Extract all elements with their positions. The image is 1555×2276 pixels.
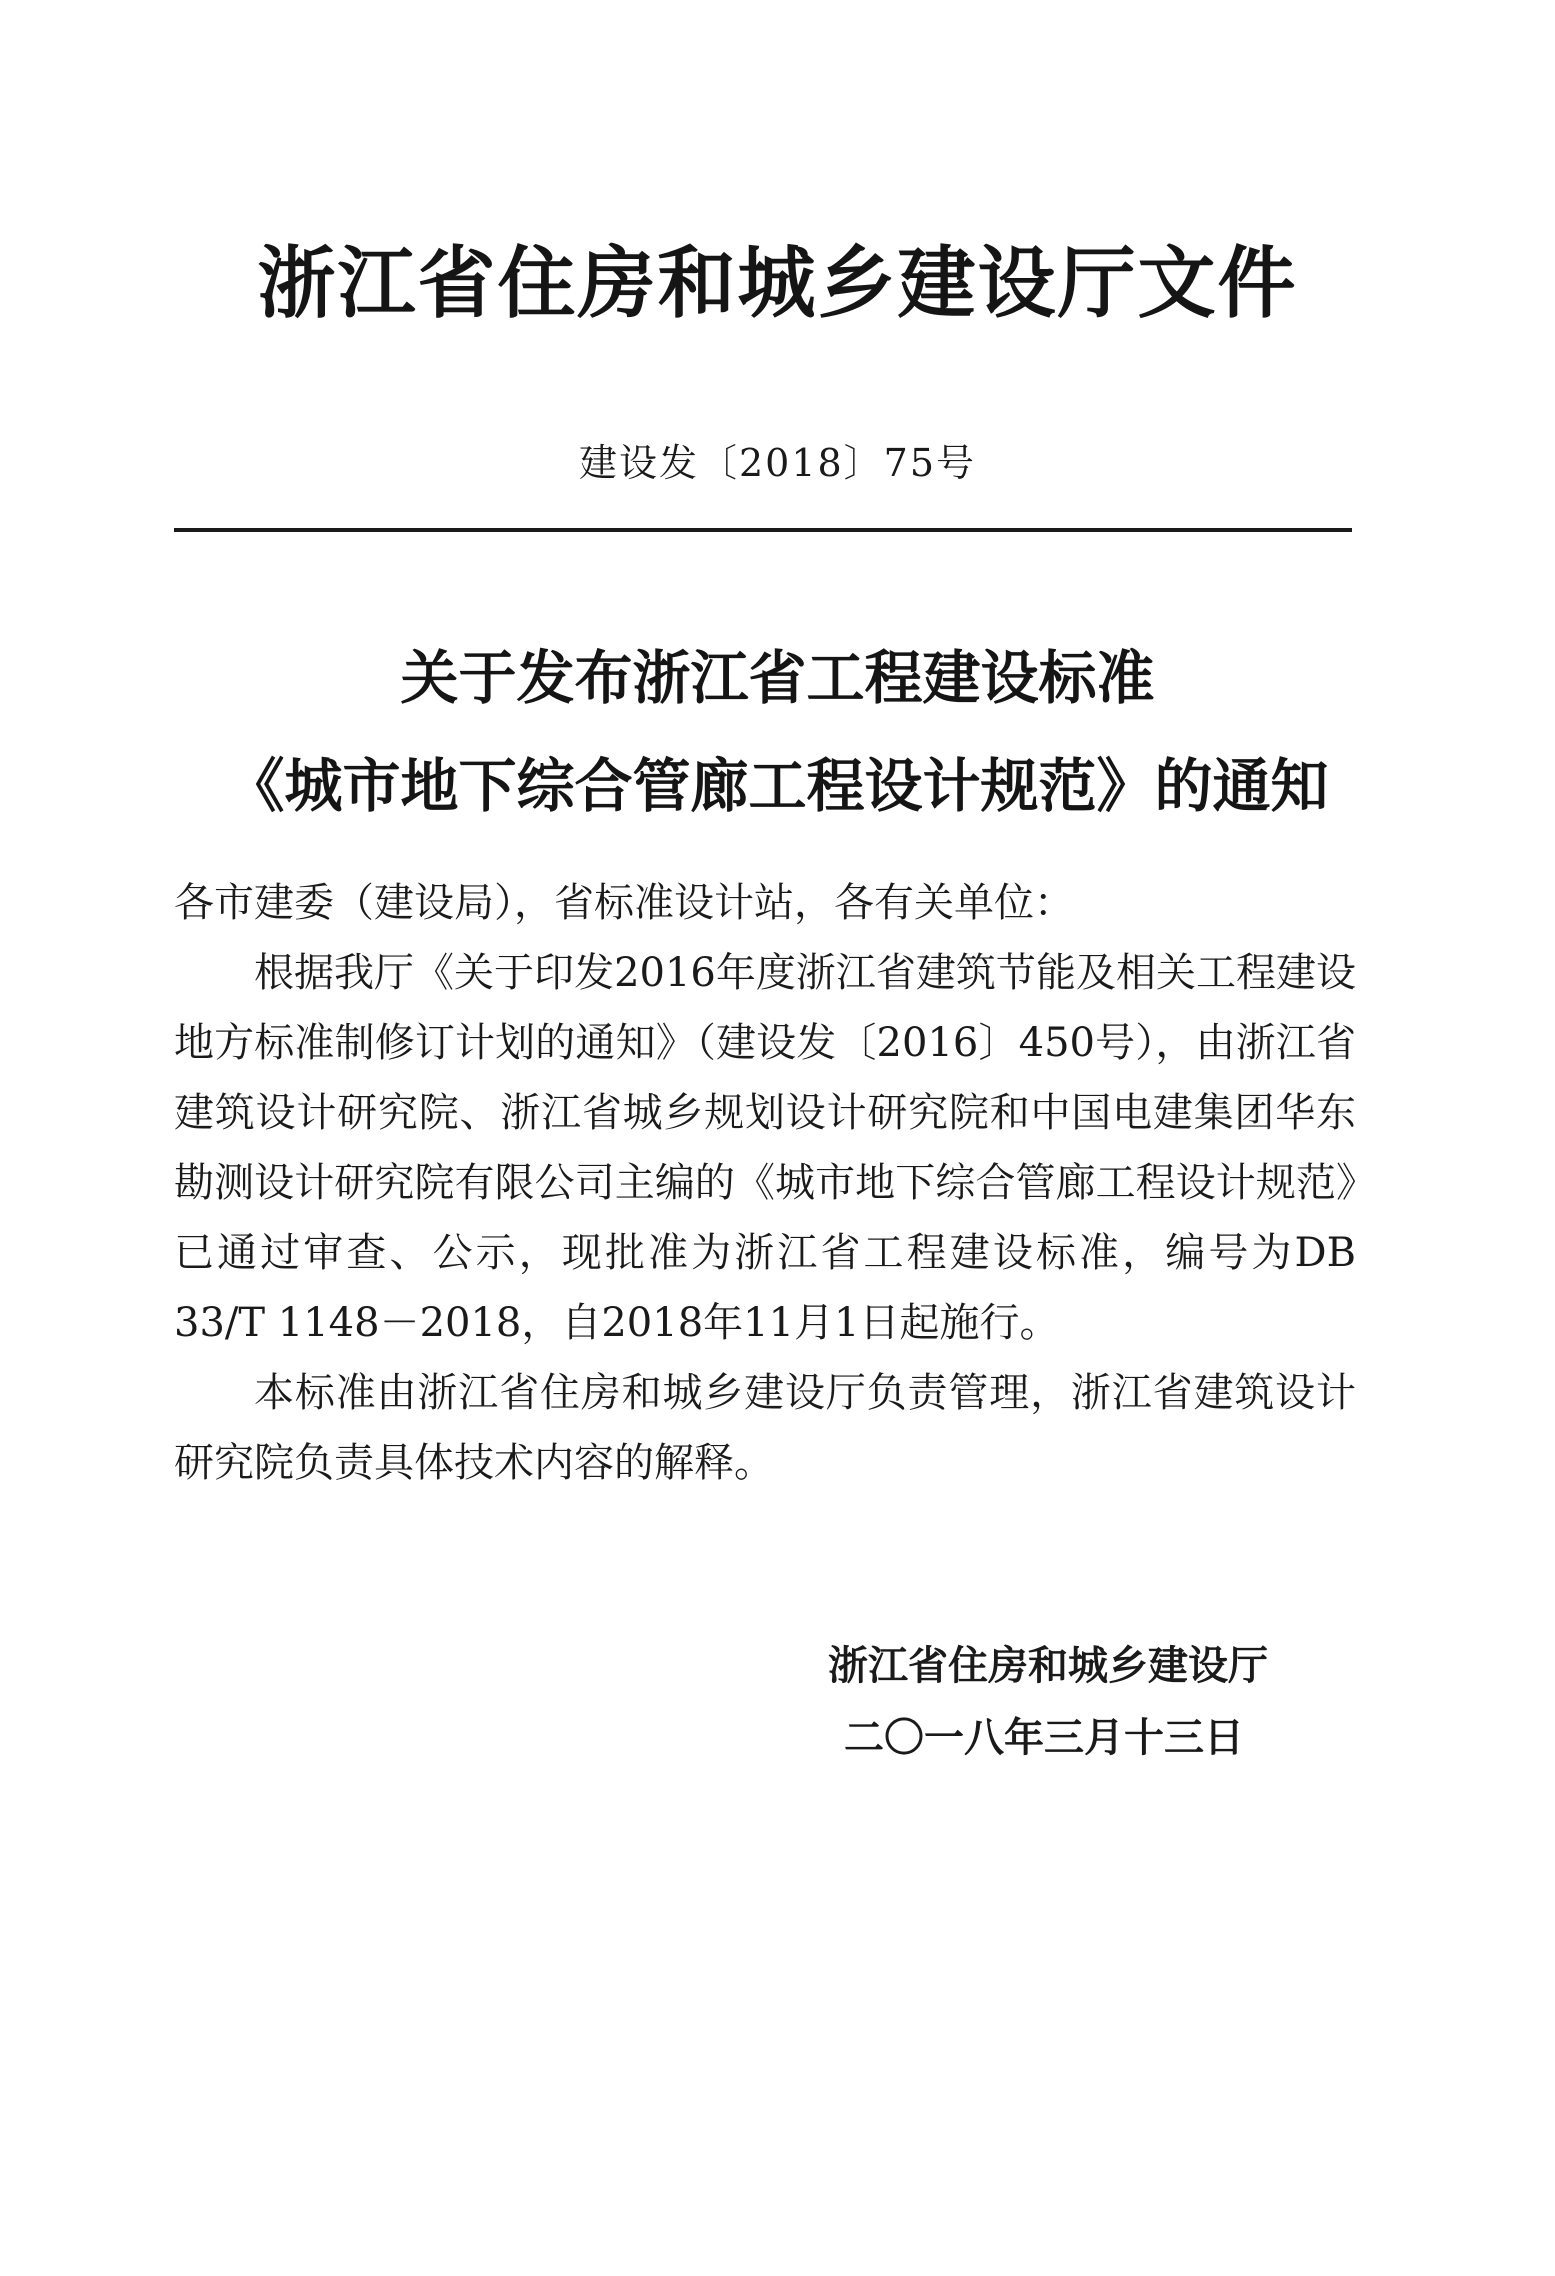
document-number: 建设发〔2018〕75号 [578, 441, 977, 485]
issue-date: 二〇一八年三月十三日 [844, 1715, 1244, 1761]
notice-title-line-2: 《城市地下综合管廊工程设计规范》的通知 [226, 752, 1329, 820]
signature-block [0, 1630, 1268, 1774]
header-divider [174, 528, 1352, 532]
body-paragraph-2: 本标准由浙江省住房和城乡建设厅负责管理，浙江省建筑设计研究院负责具体技术内容的解释。 [174, 1370, 1356, 1486]
notice-title [0, 624, 1555, 840]
body-paragraph-1: 根据我厅《关于印发2016年度浙江省建筑节能及相关工程建设地方标准制修订计划的通知》（建设发〔2016〕450号），由浙江省建筑设计研究院、浙江省城乡规划设计研究院和中国电建集团华东勘测设计研究院有限公司主编的《城市地下综合管廊工程设计规范》已通过审查、公示，现批准为浙江省工程建设标准，编号为DB 33/T 1148－2018，自2018年11月1日起施行。 [174, 950, 1356, 1346]
notice-body [174, 868, 1356, 1498]
masthead-title: 浙江省住房和城乡建设厅文件 [257, 239, 1298, 329]
issuer-name: 浙江省住房和城乡建设厅 [828, 1643, 1268, 1689]
salutation: 各市建委（建设局），省标准设计站，各有关单位： [174, 880, 1074, 926]
notice-title-line-1: 关于发布浙江省工程建设标准 [400, 644, 1155, 712]
